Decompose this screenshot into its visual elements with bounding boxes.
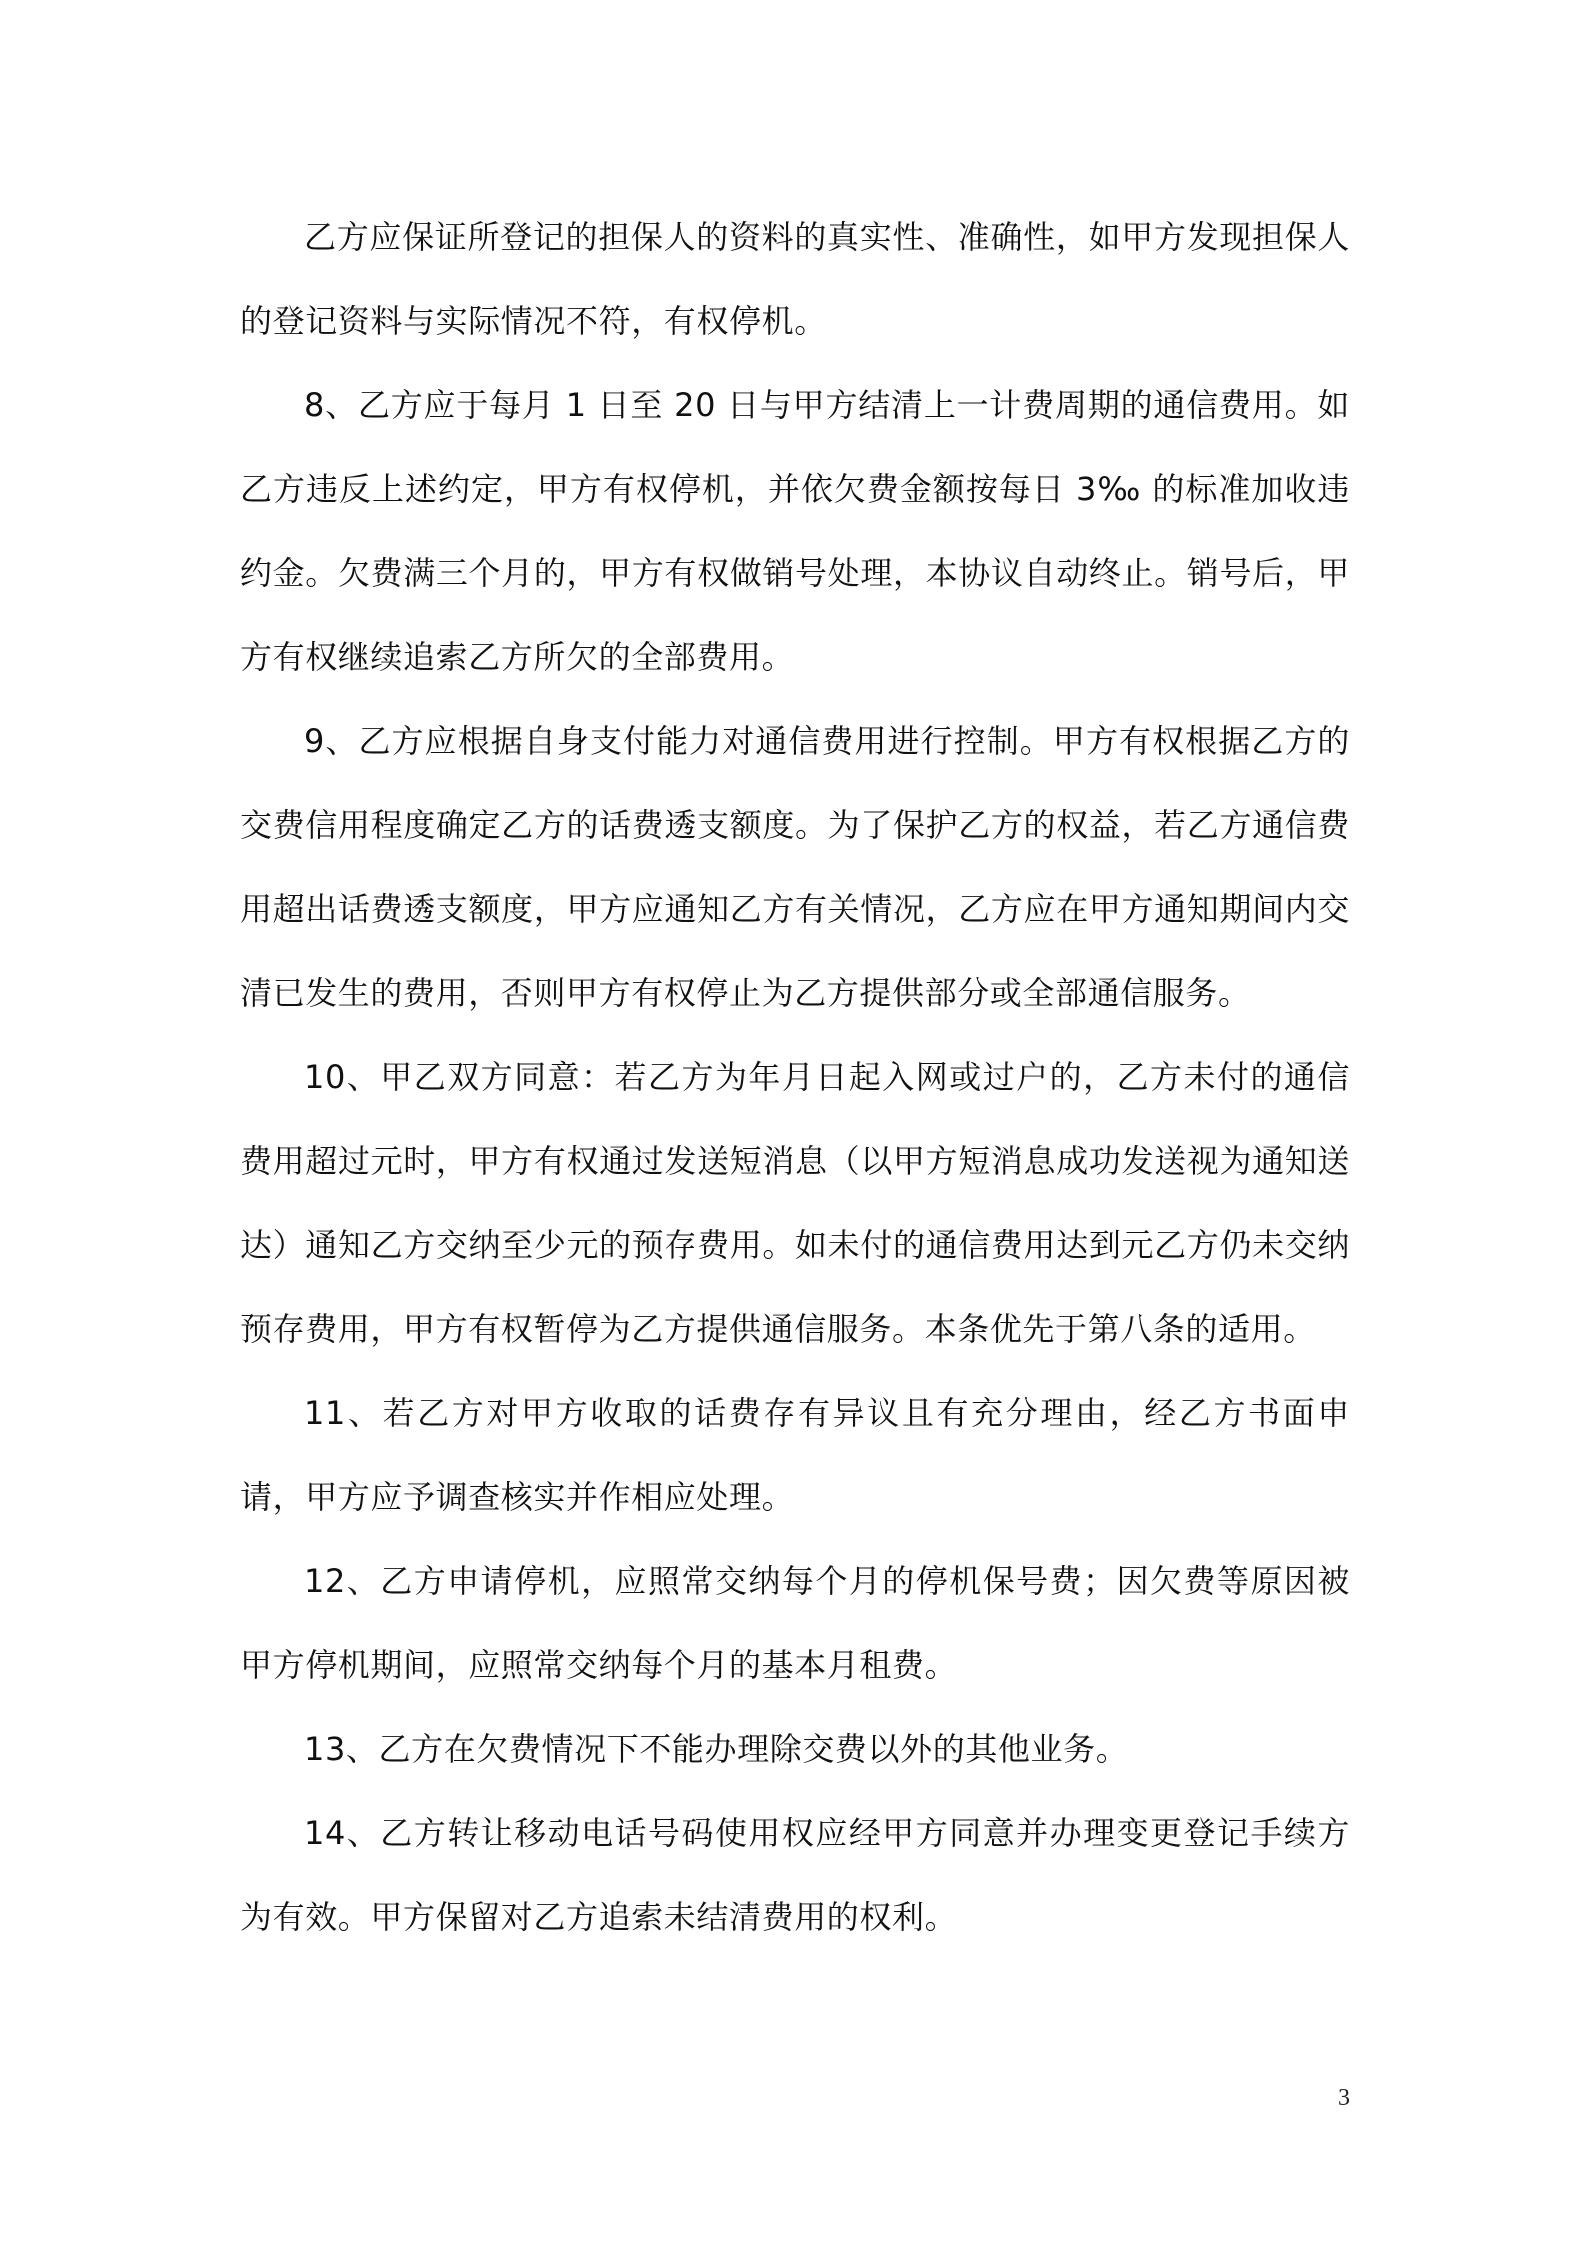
- paragraph-clause-14: 14、乙方转让移动电话号码使用权应经甲方同意并办理变更登记手续方为有效。甲方保留对乙方追索未结清费用的权利。: [240, 1814, 1350, 1936]
- page-number: 3: [1338, 2085, 1350, 2111]
- paragraph-clause-10: 10、甲乙双方同意：若乙方为年月日起入网或过户的，乙方未付的通信费用超过元时，甲方有权通过发送短消息（以甲方短消息成功发送视为通知送达）通知乙方交纳至少元的预存费用。如未付的通信费用达到元乙方仍未交纳预存费用，甲方有权暂停为乙方提供通信服务。本条优先于第八条的适用。: [240, 1058, 1350, 1348]
- paragraph-clause-13: 13、乙方在欠费情况下不能办理除交费以外的其他业务。: [304, 1730, 1129, 1768]
- paragraph-guarantor-info: 乙方应保证所登记的担保人的资料的真实性、准确性，如甲方发现担保人的登记资料与实际情况不符，有权停机。: [240, 218, 1350, 340]
- paragraph-clause-8: 8、乙方应于每月 1 日至 20 日与甲方结清上一计费周期的通信费用。如乙方违反上述约定，甲方有权停机，并依欠费金额按每日 3‰ 的标准加收违约金。欠费满三个月的，甲方有权做销号处理，本协议自动终止。销号后，甲方有权继续追索乙方所欠的全部费用。: [240, 386, 1350, 676]
- paragraph-clause-11: 11、若乙方对甲方收取的话费存有异议且有充分理由，经乙方书面申请，甲方应予调查核实并作相应处理。: [240, 1394, 1350, 1516]
- paragraph-clause-9: 9、乙方应根据自身支付能力对通信费用进行控制。甲方有权根据乙方的交费信用程度确定乙方的话费透支额度。为了保护乙方的权益，若乙方通信费用超出话费透支额度，甲方应通知乙方有关情况，乙方应在甲方通知期间内交清已发生的费用，否则甲方有权停止为乙方提供部分或全部通信服务。: [240, 722, 1350, 1012]
- document-body: [240, 195, 1350, 1959]
- paragraph-clause-12: 12、乙方申请停机，应照常交纳每个月的停机保号费；因欠费等原因被甲方停机期间，应照常交纳每个月的基本月租费。: [240, 1562, 1350, 1684]
